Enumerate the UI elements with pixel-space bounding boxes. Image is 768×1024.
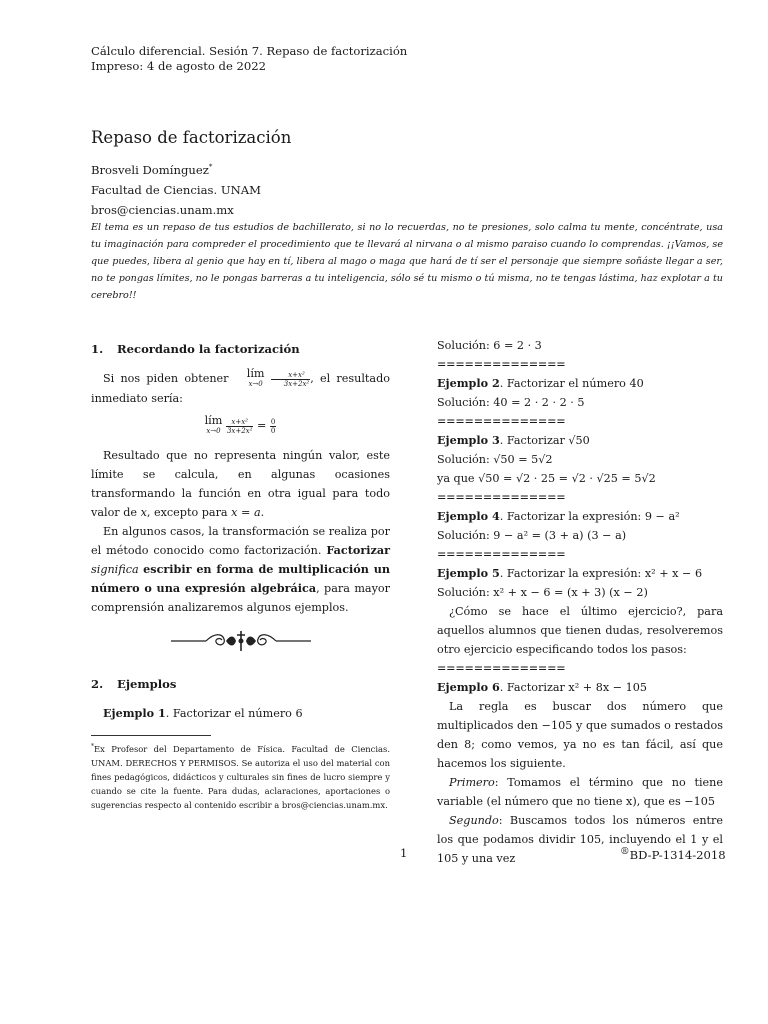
ornament-divider — [91, 629, 390, 653]
author-name-line — [91, 160, 261, 180]
footnote-rule — [91, 735, 211, 736]
example-6: Ejemplo 6. Factorizar x² + 8x − 105 — [437, 680, 647, 694]
zero-over-zero: $\frac{0}{0}$ — [270, 417, 276, 435]
limit-expression: lím x→0 — [246, 367, 265, 388]
solution-3: Solución: √50 = 5√2 — [437, 453, 553, 466]
running-header — [91, 44, 407, 74]
solution-2: Solución: 40 = 2 · 2 · 2 · 5 — [437, 396, 585, 409]
example-4: Ejemplo 4. Factorizar la expresión: 9 − a² — [437, 509, 680, 523]
step-first: Primero: Tomamos el término que no tiene variable (el número que no tiene x), que es −105 — [437, 776, 723, 808]
display-equation: lím x→0 $\frac{\text{x+x²}}{\text{3x+2x²}}$ = $\frac{0}{0}$ — [204, 414, 276, 435]
footnote-mark: * — [208, 163, 213, 172]
flourish-icon — [166, 629, 316, 653]
separator: ============== — [437, 491, 566, 504]
paragraph-intro: Si nos piden obtener lím x→0 $\frac{\text{x+x²}}{\text{3x+2x²}}$ , el resultado inmediato sería: — [91, 367, 390, 405]
author-affiliation: Facultad de Ciencias. UNAM — [91, 183, 261, 197]
section-2-heading — [91, 675, 390, 694]
solution-1: Solución: 6 = 2 · 3 — [437, 339, 542, 352]
example-3: Ejemplo 3. Factorizar √50 — [437, 433, 590, 447]
header-course: Cálculo diferencial. Sesión 7. Repaso de factorización — [91, 44, 408, 58]
question-paragraph: ¿Cómo se hace el último ejercicio?, para aquellos alumnos que tienen dudas, resolveremos otro ejercicio especificando todos los pasos: — [437, 605, 723, 656]
abstract: El tema es un repaso de tus estudios de bachillerato, si no lo recuerdas, no te presiones, solo calma tu mente, concéntrate, usa tu imaginación para compreder el procedimiento que te llevará al nirvana o al mismo paraiso cuando lo comprendas. ¡¡Vamos, se que puedes, libera al genio que hay en tí, libera al mago o maga que hará de tí ser el personaje que siempre soñáste llegar a ser, no te pongas límites, no le pongas barreras a tu inteligencia, sólo sé tu mismo o tú misma, no te tengas lástima, haz explotar a tu cerebro!! — [91, 222, 723, 301]
document-code: ®BD-P-1314-2018 — [620, 846, 726, 862]
example-1: Ejemplo 1. Factorizar el número 6 — [103, 706, 303, 720]
author-block — [91, 160, 261, 220]
page-number: 1 — [400, 846, 408, 860]
section-1-heading — [91, 340, 390, 359]
registered-mark: ® — [620, 846, 630, 857]
separator: ============== — [437, 662, 566, 675]
section-number: 1. — [91, 342, 104, 356]
separator: ============== — [437, 415, 566, 428]
right-column — [437, 336, 723, 868]
section-title: Recordando la factorización — [117, 342, 300, 356]
example-5: Ejemplo 5. Factorizar la expresión: x² + x − 6 — [437, 566, 703, 580]
separator: ============== — [437, 548, 566, 561]
paragraph-definition: En algunos casos, la transformación se realiza por el método conocido como factorización. Factorizar significa escribir en forma de multiplicación un número o una expresión algebráica, para mayor comprensión analizaremos algunos ejemplos. — [91, 525, 391, 614]
paper-title: Repaso de factorización — [91, 128, 292, 147]
left-column — [91, 336, 390, 812]
step-second: Segundo: Buscamos todos los números entre los que podamos dividir 105, incluyendo el 1 y el 105 y una vez — [437, 814, 723, 865]
fraction: $\frac{\text{x+x²}}{\text{3x+2x²}}$ — [271, 371, 310, 388]
example-2: Ejemplo 2. Factorizar el número 40 — [437, 376, 644, 390]
paragraph-result: Resultado que no representa ningún valor, este límite se calcula, en algunas ocasiones transformando la función en otra igual para todo valor de x, excepto para x = a. — [91, 449, 390, 519]
solution-5: Solución: x² + x − 6 = (x + 3) (x − 2) — [437, 586, 648, 599]
separator: ============== — [437, 358, 566, 371]
solution-4: Solución: 9 − a² = (3 + a) (3 − a) — [437, 529, 627, 542]
author-name: Brosveli Domínguez — [91, 163, 209, 177]
author-email: bros@ciencias.unam.mx — [91, 203, 234, 217]
rule-paragraph: La regla es buscar dos número que multiplicados den −105 y que sumados o restados den 8; como vemos, ya no es tan fácil, así que hacemos los siguiente. — [437, 700, 723, 770]
section-number: 2. — [91, 677, 104, 691]
solution-3-detail: ya que √50 = √2 · 25 = √2 · √25 = 5√2 — [437, 472, 656, 485]
section-title: Ejemplos — [117, 677, 177, 691]
header-printed-date: Impreso: 4 de agosto de 2022 — [91, 59, 267, 73]
footnote: *Ex Profesor del Departamento de Física. Facultad de Ciencias. UNAM. DERECHOS Y PERMISOS. Se autoriza el uso del material con fines pedagógicos, didácticos y culturales sin fines de lucro siempre y cuando se cite la fuente. Para dudas, aclaraciones, aportaciones o sugerencias respecto al contenido escribir a bros@ciencias.unam.mx. — [91, 743, 390, 810]
